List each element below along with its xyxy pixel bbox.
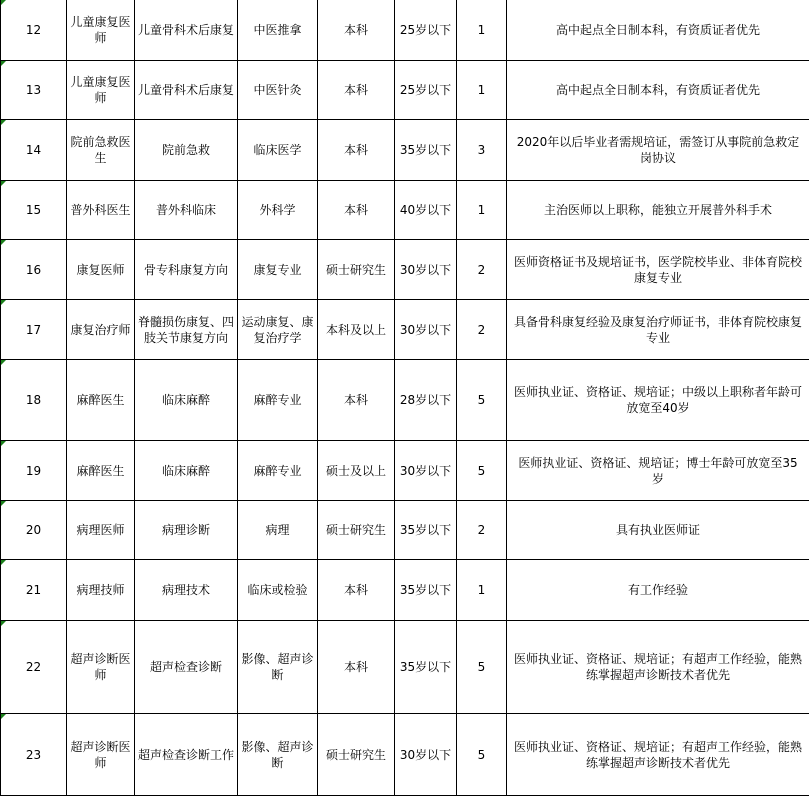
age-limit-cell: 35岁以下 — [395, 120, 457, 181]
row-number-cell: 22 — [1, 621, 67, 714]
major-direction-cell: 超声检查诊断 — [135, 621, 238, 714]
age-limit-cell: 25岁以下 — [395, 61, 457, 120]
education-level-cell: 本科 — [318, 120, 395, 181]
hiring-count-cell: 1 — [457, 0, 507, 61]
discipline-cell: 康复专业 — [238, 240, 318, 300]
row-number-cell: 15 — [1, 181, 67, 240]
age-limit-cell: 30岁以下 — [395, 441, 457, 501]
table-row — [1, 240, 809, 300]
position-name-cell: 病理医师 — [67, 501, 135, 560]
position-name-cell: 康复医师 — [67, 240, 135, 300]
table-row — [1, 120, 809, 181]
hiring-count-cell: 5 — [457, 714, 507, 796]
position-name-cell: 普外科医生 — [67, 181, 135, 240]
discipline-cell: 中医针灸 — [238, 61, 318, 120]
row-number-cell: 13 — [1, 61, 67, 120]
education-level-cell: 本科 — [318, 61, 395, 120]
requirements-cell: 医师资格证书及规培证书，医学院校毕业、非体育院校康复专业 — [507, 240, 809, 300]
major-direction-cell: 临床麻醉 — [135, 441, 238, 501]
table-row — [1, 181, 809, 240]
table-row — [1, 441, 809, 501]
row-number-cell: 18 — [1, 360, 67, 441]
major-direction-cell: 超声检查诊断工作 — [135, 714, 238, 796]
education-level-cell: 本科 — [318, 621, 395, 714]
education-level-cell: 硕士及以上 — [318, 441, 395, 501]
education-level-cell: 本科及以上 — [318, 300, 395, 360]
age-limit-cell: 35岁以下 — [395, 501, 457, 560]
table-row — [1, 501, 809, 560]
age-limit-cell: 30岁以下 — [395, 240, 457, 300]
row-number-cell: 14 — [1, 120, 67, 181]
education-level-cell: 本科 — [318, 181, 395, 240]
table-row — [1, 300, 809, 360]
major-direction-cell: 儿童骨科术后康复 — [135, 0, 238, 61]
discipline-cell: 外科学 — [238, 181, 318, 240]
position-name-cell: 病理技师 — [67, 560, 135, 621]
requirements-cell: 医师执业证、资格证、规培证；博士年龄可放宽至35岁 — [507, 441, 809, 501]
table-row — [1, 714, 809, 796]
age-limit-cell: 28岁以下 — [395, 360, 457, 441]
education-level-cell: 硕士研究生 — [318, 501, 395, 560]
discipline-cell: 影像、超声诊断 — [238, 714, 318, 796]
discipline-cell: 临床或检验 — [238, 560, 318, 621]
hiring-count-cell: 1 — [457, 181, 507, 240]
table-row — [1, 560, 809, 621]
row-number-cell: 20 — [1, 501, 67, 560]
row-number-cell: 17 — [1, 300, 67, 360]
hiring-count-cell: 1 — [457, 560, 507, 621]
hiring-count-cell: 2 — [457, 300, 507, 360]
hiring-count-cell: 5 — [457, 441, 507, 501]
hiring-count-cell: 1 — [457, 61, 507, 120]
position-name-cell: 麻醉医生 — [67, 360, 135, 441]
major-direction-cell: 脊髓损伤康复、四肢关节康复方向 — [135, 300, 238, 360]
row-number-cell: 12 — [1, 0, 67, 61]
major-direction-cell: 病理技术 — [135, 560, 238, 621]
hiring-count-cell: 5 — [457, 360, 507, 441]
requirements-cell: 医师执业证、资格证、规培证；中级以上职称者年龄可放宽至40岁 — [507, 360, 809, 441]
requirements-cell: 高中起点全日制本科，有资质证者优先 — [507, 0, 809, 61]
discipline-cell: 麻醉专业 — [238, 360, 318, 441]
major-direction-cell: 普外科临床 — [135, 181, 238, 240]
requirements-cell: 具有执业医师证 — [507, 501, 809, 560]
row-number-cell: 16 — [1, 240, 67, 300]
requirements-cell: 高中起点全日制本科，有资质证者优先 — [507, 61, 809, 120]
table-row — [1, 0, 809, 61]
requirements-cell: 主治医师以上职称，能独立开展普外科手术 — [507, 181, 809, 240]
age-limit-cell: 25岁以下 — [395, 0, 457, 61]
requirements-cell: 具备骨科康复经验及康复治疗师证书，非体育院校康复专业 — [507, 300, 809, 360]
major-direction-cell: 病理诊断 — [135, 501, 238, 560]
position-name-cell: 麻醉医生 — [67, 441, 135, 501]
requirements-cell: 有工作经验 — [507, 560, 809, 621]
hiring-count-cell: 5 — [457, 621, 507, 714]
row-number-cell: 23 — [1, 714, 67, 796]
position-name-cell: 儿童康复医师 — [67, 0, 135, 61]
major-direction-cell: 院前急救 — [135, 120, 238, 181]
age-limit-cell: 30岁以下 — [395, 714, 457, 796]
position-name-cell: 康复治疗师 — [67, 300, 135, 360]
position-name-cell: 超声诊断医师 — [67, 714, 135, 796]
requirements-cell: 医师执业证、资格证、规培证；有超声工作经验，能熟练掌握超声诊断技术者优先 — [507, 621, 809, 714]
discipline-cell: 临床医学 — [238, 120, 318, 181]
discipline-cell: 麻醉专业 — [238, 441, 318, 501]
discipline-cell: 病理 — [238, 501, 318, 560]
requirements-cell: 2020年以后毕业者需规培证，需签订从事院前急救定岗协议 — [507, 120, 809, 181]
discipline-cell: 运动康复、康复治疗学 — [238, 300, 318, 360]
major-direction-cell: 骨专科康复方向 — [135, 240, 238, 300]
education-level-cell: 硕士研究生 — [318, 714, 395, 796]
row-number-cell: 21 — [1, 560, 67, 621]
discipline-cell: 中医推拿 — [238, 0, 318, 61]
education-level-cell: 硕士研究生 — [318, 240, 395, 300]
age-limit-cell: 30岁以下 — [395, 300, 457, 360]
position-name-cell: 超声诊断医师 — [67, 621, 135, 714]
table-row — [1, 360, 809, 441]
position-name-cell: 儿童康复医师 — [67, 61, 135, 120]
age-limit-cell: 35岁以下 — [395, 560, 457, 621]
education-level-cell: 本科 — [318, 360, 395, 441]
table-body — [1, 0, 809, 796]
hiring-count-cell: 2 — [457, 240, 507, 300]
major-direction-cell: 儿童骨科术后康复 — [135, 61, 238, 120]
education-level-cell: 本科 — [318, 0, 395, 61]
age-limit-cell: 40岁以下 — [395, 181, 457, 240]
table-row — [1, 621, 809, 714]
table-row — [1, 61, 809, 120]
requirements-cell: 医师执业证、资格证、规培证；有超声工作经验，能熟练掌握超声诊断技术者优先 — [507, 714, 809, 796]
position-name-cell: 院前急救医生 — [67, 120, 135, 181]
age-limit-cell: 35岁以下 — [395, 621, 457, 714]
education-level-cell: 本科 — [318, 560, 395, 621]
row-number-cell: 19 — [1, 441, 67, 501]
discipline-cell: 影像、超声诊断 — [238, 621, 318, 714]
major-direction-cell: 临床麻醉 — [135, 360, 238, 441]
hiring-count-cell: 3 — [457, 120, 507, 181]
hiring-count-cell: 2 — [457, 501, 507, 560]
